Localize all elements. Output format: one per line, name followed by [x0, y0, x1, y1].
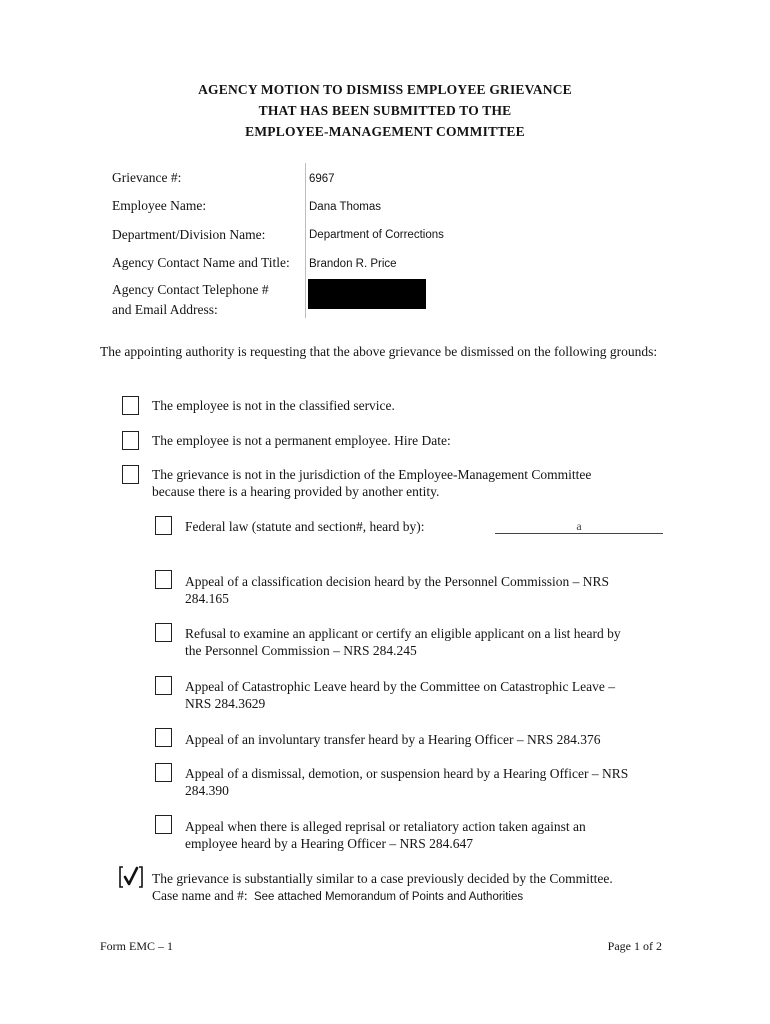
redaction-box [308, 279, 426, 309]
federal-law-checkbox[interactable] [155, 516, 172, 535]
not-classified-checkbox[interactable] [122, 396, 139, 415]
not-classified-text: The employee is not in the classified service. [152, 398, 395, 413]
agency-contact-label: Agency Contact Name and Title: [112, 255, 290, 270]
dismissal-text-line2: 284.390 [185, 783, 229, 798]
dismissal-text-line1: Appeal of a dismissal, demotion, or suspension heard by a Hearing Officer – NRS [185, 766, 629, 781]
not-permanent-checkbox[interactable] [122, 431, 139, 450]
refusal-text-line1: Refusal to examine an applicant or certify an eligible applicant on a list heard by [185, 626, 621, 641]
classification-text-line1: Appeal of a classification decision heard by the Personnel Commission – NRS [185, 574, 610, 589]
jurisdiction-text [152, 466, 664, 500]
catastrophic-leave-text-line2: NRS 284.3629 [185, 696, 266, 711]
employee-name-label: Employee Name: [112, 198, 207, 213]
form-id: Form EMC – 1 [100, 939, 174, 953]
case-name-value: See attached Memorandum of Points and Authorities [253, 891, 524, 903]
grievance-label: Grievance #: [112, 170, 182, 185]
case-name-row [152, 888, 523, 904]
classification-checkbox[interactable] [155, 570, 172, 589]
jurisdiction-text-line2: because there is a hearing provided by another entity. [152, 484, 440, 499]
jurisdiction-text-line1: The grievance is not in the jurisdiction of the Employee-Management Committee [152, 467, 592, 482]
reprisal-text-line1: Appeal when there is alleged reprisal or retaliatory action taken against an [185, 819, 586, 834]
federal-law-text: Federal law (statute and section#, heard by): [185, 519, 425, 534]
catastrophic-leave-checkbox[interactable] [155, 676, 172, 695]
similar-case-text: The grievance is substantially similar to a case previously decided by the Committee. [152, 871, 613, 886]
title-line-2: THAT HAS BEEN SUBMITTED TO THE [258, 103, 512, 118]
title-line-3: EMPLOYEE-MANAGEMENT COMMITTEE [245, 124, 525, 139]
field-divider [305, 163, 306, 318]
jurisdiction-checkbox[interactable] [122, 465, 139, 484]
federal-law-blank[interactable]: a [495, 519, 663, 534]
telephone-label-line1: Agency Contact Telephone # [112, 282, 269, 297]
reprisal-text-line2: employee heard by a Hearing Officer – NRS 284.647 [185, 836, 474, 851]
transfer-text: Appeal of an involuntary transfer heard by a Hearing Officer – NRS 284.376 [185, 732, 601, 747]
title-line-1: AGENCY MOTION TO DISMISS EMPLOYEE GRIEVANCE [198, 82, 572, 97]
catastrophic-leave-text [185, 678, 664, 712]
refusal-text-line2: the Personnel Commission – NRS 284.245 [185, 643, 417, 658]
transfer-checkbox[interactable] [155, 728, 172, 747]
case-name-label: Case name and #: [152, 888, 248, 903]
page-number: Page 1 of 2 [607, 939, 662, 953]
employee-name-value: Dana Thomas [309, 201, 382, 213]
classification-text [185, 573, 664, 607]
refusal-text [185, 625, 664, 659]
department-value: Department of Corrections [309, 229, 444, 241]
agency-contact-value: Brandon R. Price [309, 258, 397, 270]
refusal-checkbox[interactable] [155, 623, 172, 642]
department-label: Department/Division Name: [112, 227, 266, 242]
telephone-label-line2: and Email Address: [112, 302, 218, 317]
grievance-value: 6967 [309, 173, 335, 185]
not-permanent-text: The employee is not a permanent employee. Hire Date: [152, 433, 451, 448]
classification-text-line2: 284.165 [185, 591, 229, 606]
bracket-check-icon [117, 864, 145, 890]
reprisal-checkbox[interactable] [155, 815, 172, 834]
dismissal-checkbox[interactable] [155, 763, 172, 782]
dismissal-text [185, 765, 664, 799]
intro-paragraph: The appointing authority is requesting that the above grievance be dismissed on the following grounds: [100, 344, 658, 359]
catastrophic-leave-text-line1: Appeal of Catastrophic Leave heard by the Committee on Catastrophic Leave – [185, 679, 615, 694]
reprisal-text [185, 818, 664, 852]
similar-case-checkbox[interactable] [117, 864, 145, 890]
